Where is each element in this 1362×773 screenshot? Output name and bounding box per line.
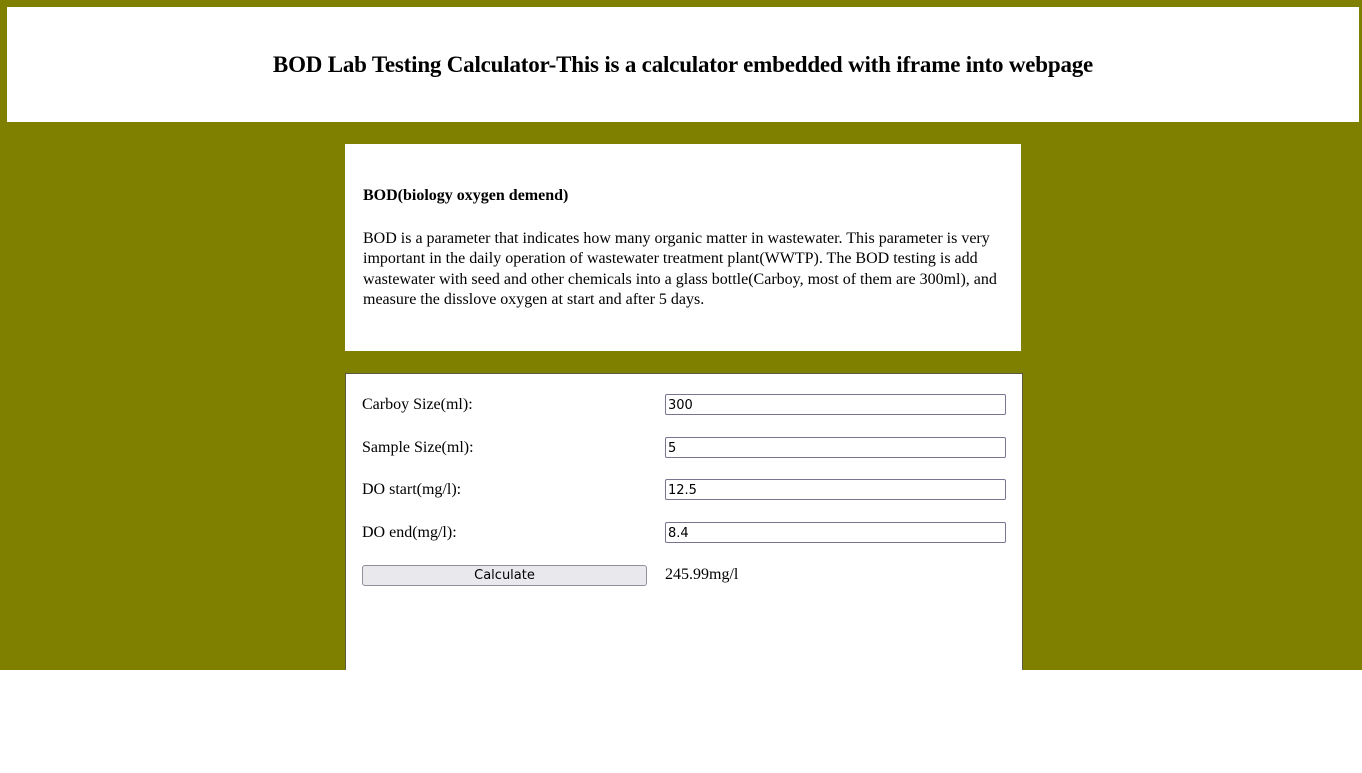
bod-result: 245.99mg/l (665, 566, 739, 583)
description-heading: BOD(biology oxygen demend) (363, 187, 569, 204)
calculator-iframe (345, 373, 1023, 670)
do-start-row (362, 479, 1006, 501)
carboy-size-label: Carboy Size(ml): (362, 396, 473, 413)
sample-size-row (362, 437, 1006, 459)
description-panel (345, 144, 1021, 351)
do-end-input[interactable] (665, 522, 1006, 543)
sample-size-input[interactable] (665, 437, 1006, 458)
carboy-size-row (362, 394, 1006, 416)
sample-size-label: Sample Size(ml): (362, 439, 474, 456)
carboy-size-input[interactable] (665, 394, 1006, 415)
do-start-label: DO start(mg/l): (362, 481, 462, 498)
description-text: BOD is a parameter that indicates how many organic matter in wastewater. This parameter is very important in the daily operation of wastewater treatment plant(WWTP). The BOD testing is add wastewater with seed and other chemicals into a glass bottle(Carboy, most of them are 300ml), and measure the disslove oxygen at start and after 5 days. (363, 230, 997, 309)
do-start-input[interactable] (665, 479, 1006, 500)
page-title: BOD Lab Testing Calculator-This is a calculator embedded with iframe into webpage (272, 51, 1094, 77)
do-end-row (362, 522, 1006, 544)
calculate-button[interactable]: Calculate (362, 565, 647, 586)
header-banner (7, 7, 1359, 122)
calculate-row (362, 565, 1006, 587)
do-end-label: DO end(mg/l): (362, 524, 457, 541)
